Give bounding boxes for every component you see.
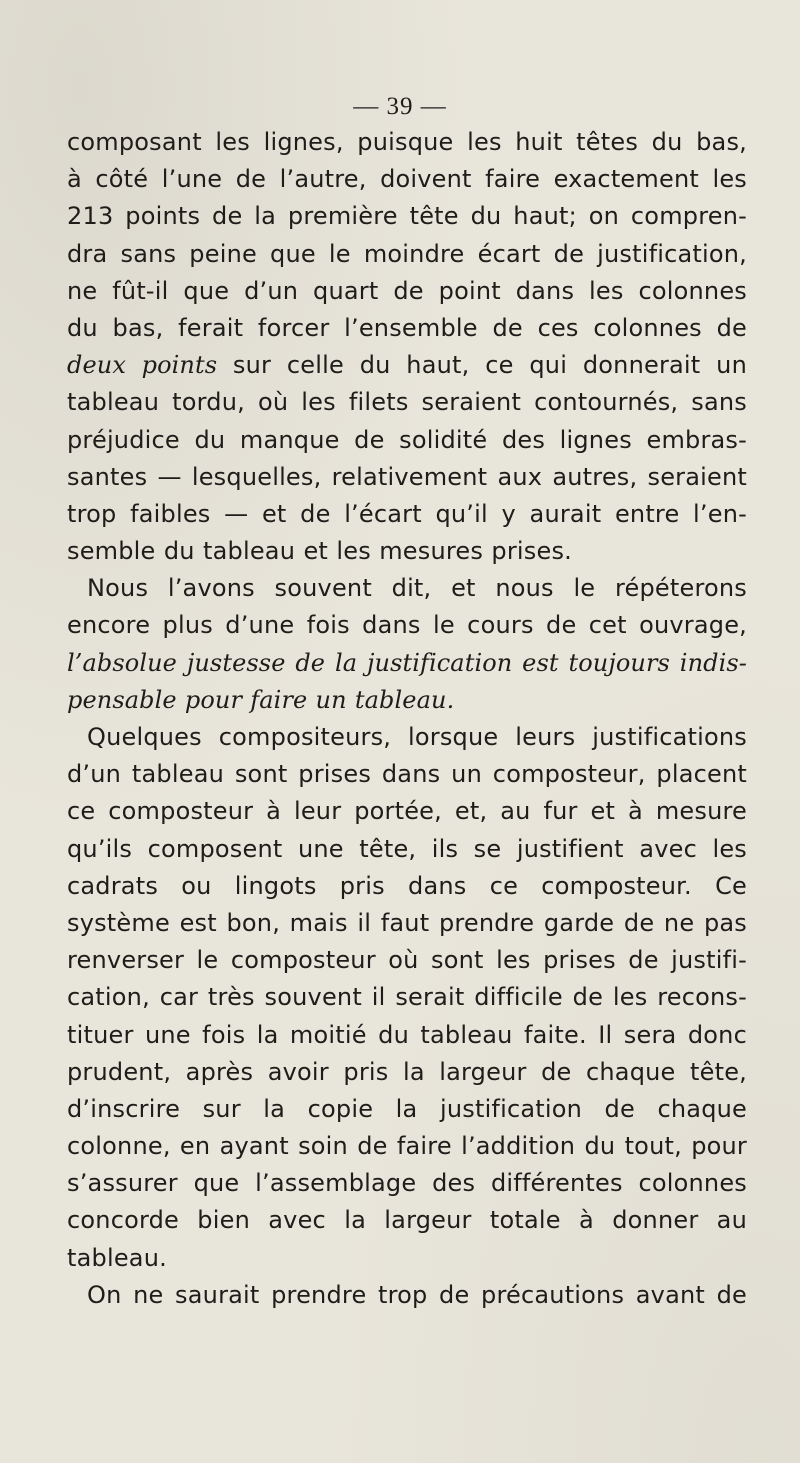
text-line: du bas, ferait forcer l’ensemble de ces colonnes de	[67, 313, 747, 342]
text-line: tableau.	[67, 1243, 167, 1272]
text-line: composant les lignes, puisque les huit têtes du bas,	[67, 128, 747, 156]
page-number: — 39 —	[353, 93, 447, 120]
text-line: prudent, après avoir pris la largeur de chaque tête,	[67, 1057, 747, 1086]
text-line: tituer une fois la moitié du tableau faite. Il sera donc	[67, 1020, 747, 1049]
text-line: à côté l’une de l’autre, doivent faire exactement les	[67, 165, 747, 194]
text-line: encore plus d’une fois dans le cours de cet ouvrage,	[67, 611, 747, 640]
italic-line: l’absolue justesse de la justification est toujours indis-	[67, 648, 747, 677]
text-line: dra sans peine que le moindre écart de justification,	[67, 239, 747, 268]
text-line: colonne, en ayant soin de faire l’addition du tout, pour	[67, 1132, 747, 1161]
text-line: qu’ils composent une tête, ils se justifient avec les	[67, 834, 747, 863]
text-line: ce composteur à leur portée, et, au fur et à mesure	[67, 797, 747, 826]
text-line: cadrats ou lingots pris dans ce composteur. Ce	[67, 871, 747, 900]
text-line: préjudice du manque de solidité des lignes embras-	[67, 425, 747, 454]
text-line: d’un tableau sont prises dans un composteur, placent	[67, 760, 747, 789]
text-line: ne fût-il que d’un quart de point dans les colonnes	[67, 276, 747, 305]
text-line: s’assurer que l’assemblage des différentes colonnes	[67, 1169, 747, 1198]
text-line: semble du tableau et les mesures prises.	[67, 537, 572, 566]
body-text	[67, 124, 747, 1314]
text-line: concorde bien avec la largeur totale à donner au	[67, 1206, 747, 1235]
text-line: renverser le composteur où sont les prises de justifi-	[67, 946, 747, 975]
text-line: cation, car très souvent il serait difficile de les recons-	[67, 983, 747, 1012]
text-line: système est bon, mais il faut prendre garde de ne pas	[67, 908, 747, 937]
text-line: trop faibles — et de l’écart qu’il y aurait entre l’en-	[67, 499, 747, 528]
text-line: d’inscrire sur la copie la justification de chaque	[67, 1094, 747, 1123]
text-line: On ne saurait prendre trop de précautions avant de	[87, 1280, 747, 1309]
italic-line: pensable pour faire un tableau.	[67, 685, 455, 714]
text-line: tableau tordu, où les filets seraient contournés, sans	[67, 388, 747, 417]
text-line	[67, 347, 747, 384]
text-line: 213 points de la première tête du haut; on compren-	[67, 202, 747, 231]
text-run: sur celle du haut, ce qui donnerait un	[217, 351, 747, 380]
italic-phrase: deux points	[67, 351, 218, 380]
text-line: santes — lesquelles, relativement aux autres, seraient	[67, 462, 747, 491]
text-line: Quelques compositeurs, lorsque leurs justifications	[87, 723, 747, 751]
text-line: Nous l’avons souvent dit, et nous le répéterons	[87, 574, 747, 603]
